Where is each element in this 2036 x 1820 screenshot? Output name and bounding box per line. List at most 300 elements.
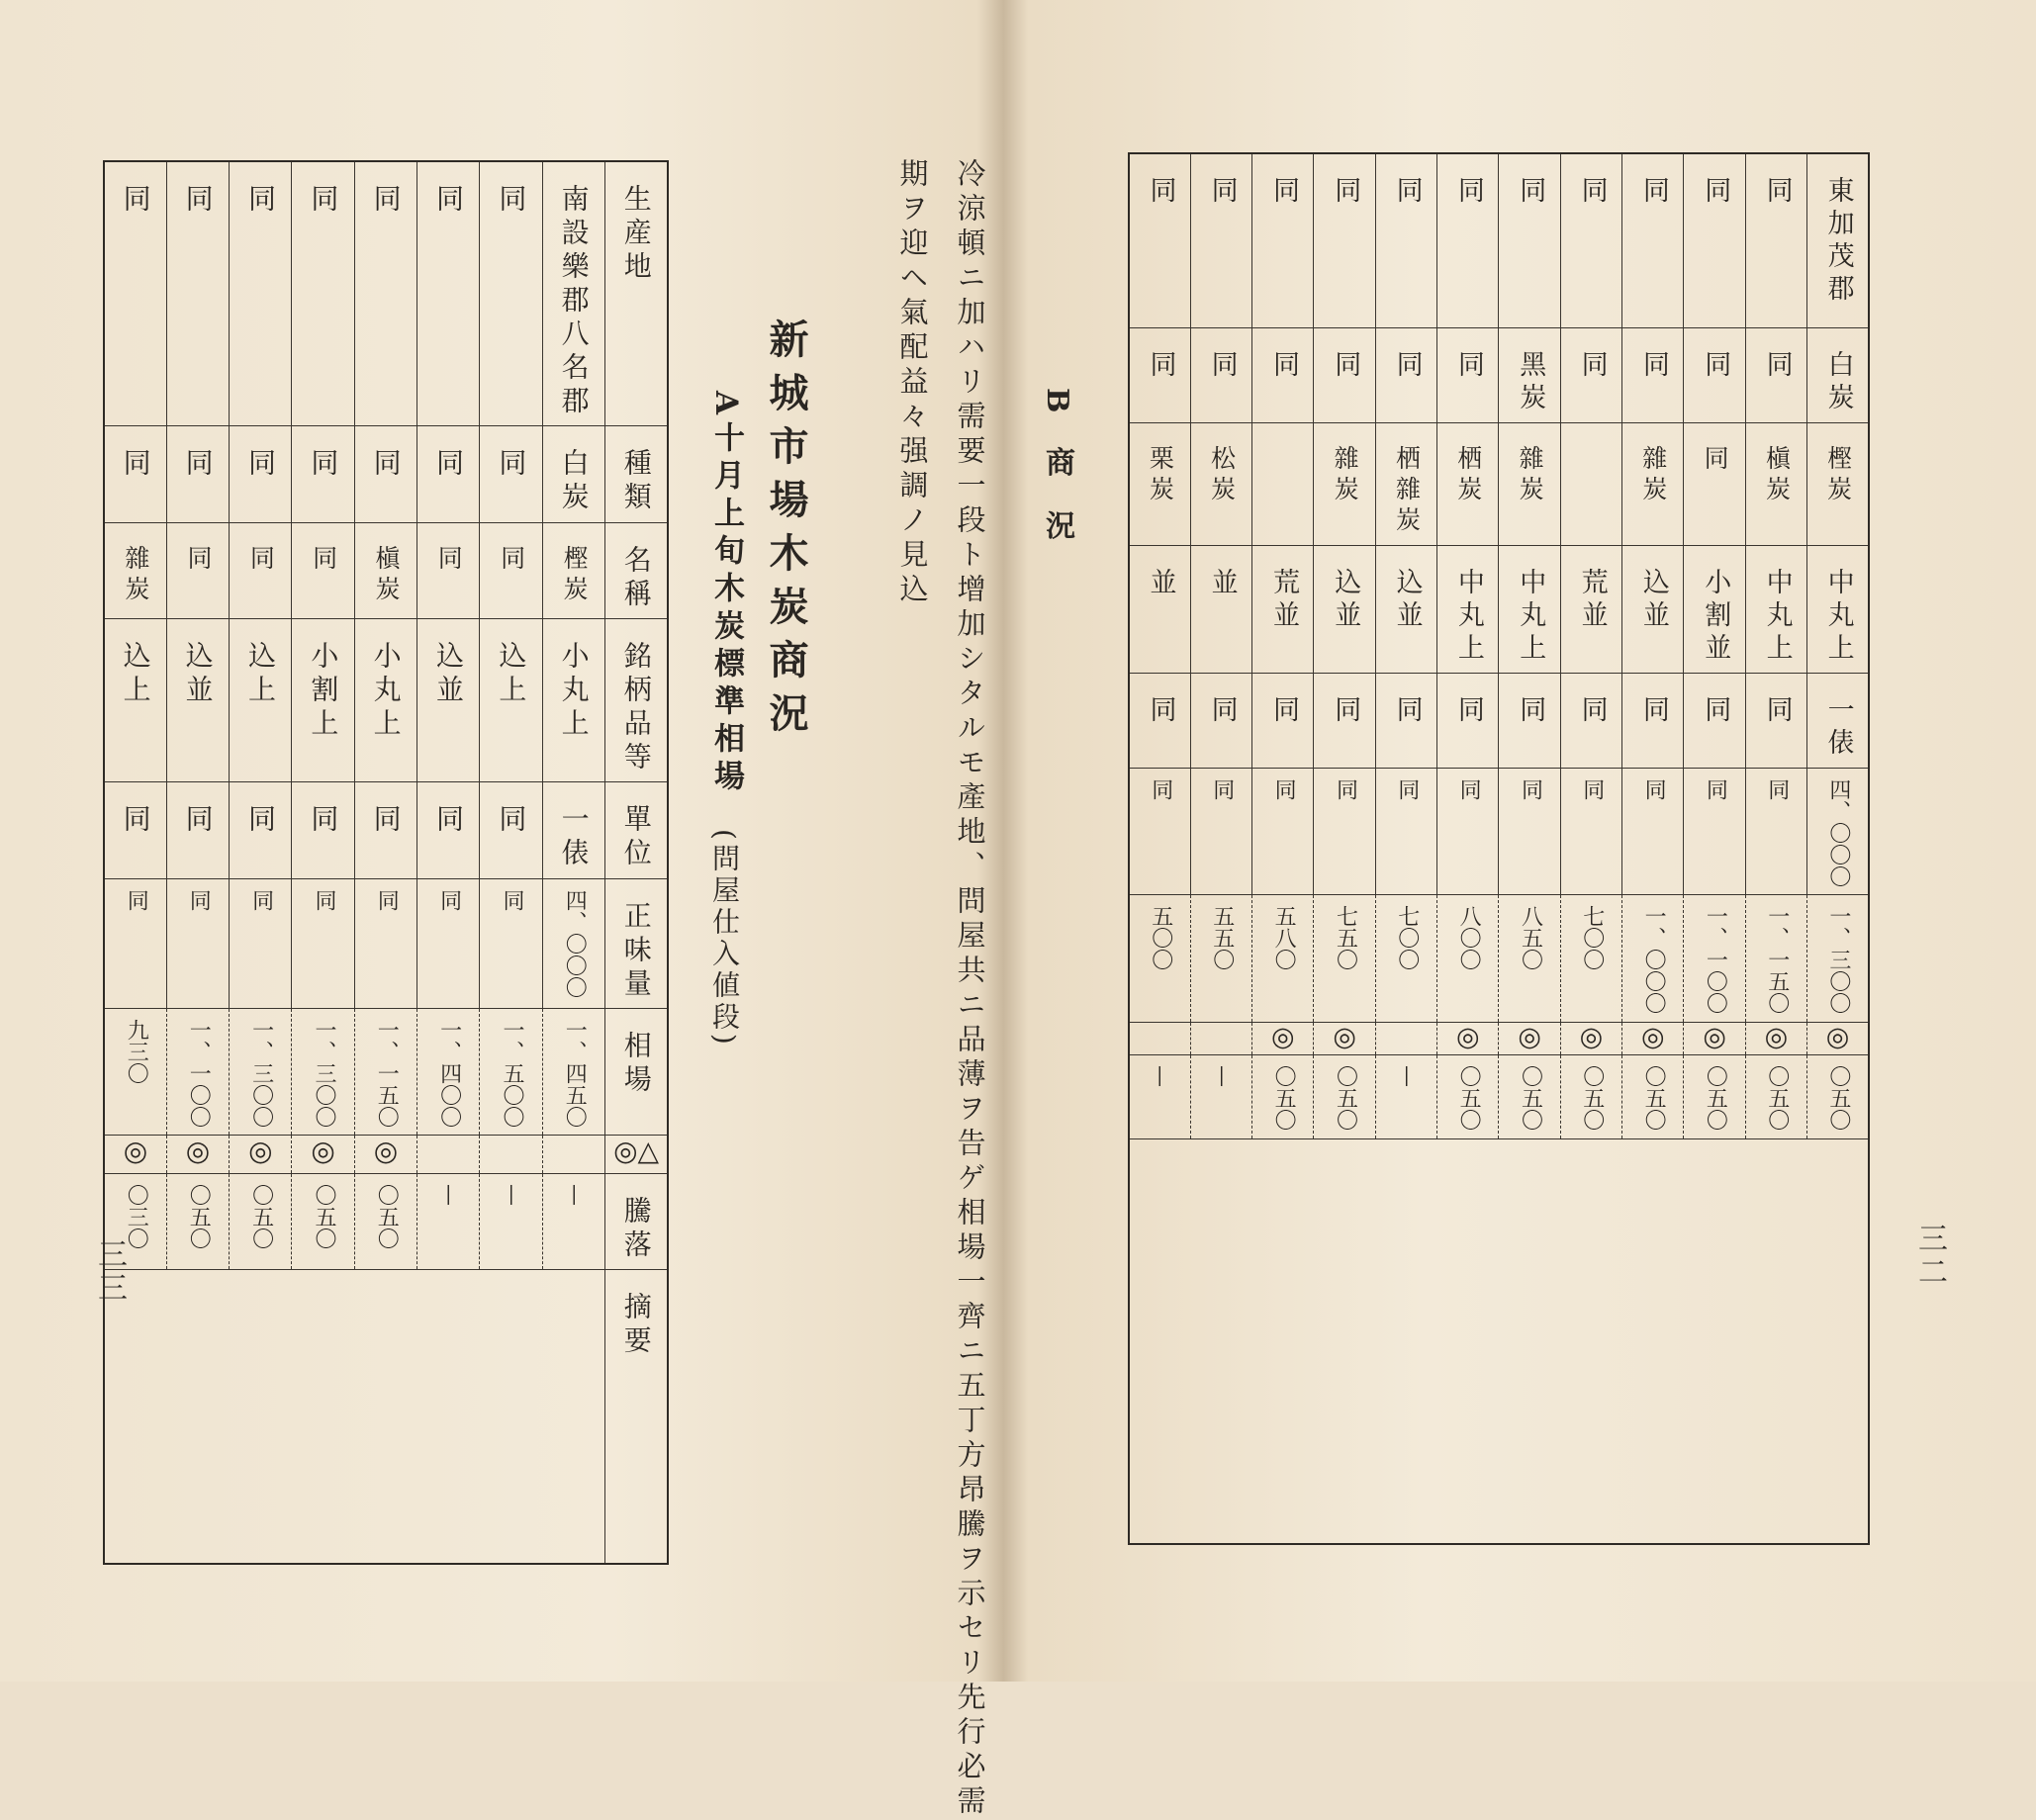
right-cell-name-text: 雜炭 [1638,445,1668,507]
left-cell-kind-text: 同 [431,448,465,483]
left-cell-name [104,522,166,618]
right-cell-change [1499,1055,1560,1138]
market-title: 新城市場木炭商況 [763,318,809,746]
right-cell-area [1622,153,1684,328]
left-cell-sym [417,1135,480,1173]
left-cell-kind [354,426,416,522]
right-cell-sym-text: ◎ [1579,1021,1604,1052]
right-cell-grade [1560,545,1621,673]
right-cell-weight-text: 同 [1394,778,1420,801]
right-cell-weight [1129,769,1190,895]
left-cell-name-text: 樫炭 [559,544,589,606]
left-field-row-sym [104,1135,668,1173]
left-header-kind [605,426,668,522]
left-cell-area-text: 同 [495,184,528,218]
right-cell-weight-text: 同 [1641,778,1667,801]
left-header-rise-fall [605,1173,668,1269]
right-cell-weight-text: 同 [1703,778,1728,801]
right-field-row-note [1129,1138,1869,1544]
left-cell-area [230,161,292,426]
left-cell-price-text: 九三〇 [124,1019,149,1085]
right-cell-grade-text: 中丸上 [1761,567,1793,666]
left-cell-area-text: 同 [244,184,277,218]
left-header-name-text: 名稱 [619,544,653,612]
left-cell-area-text: 同 [307,184,340,218]
left-cell-kind-text: 同 [119,448,152,483]
right-cell-weight-text: 同 [1333,778,1358,801]
right-cell-sym [1375,1022,1436,1055]
left-header-unit [605,782,668,878]
right-cell-change [1560,1055,1621,1138]
right-cell-area-text: 同 [1452,176,1484,209]
right-cell-unit-text: 同 [1206,694,1238,728]
left-cell-name [166,522,229,618]
left-cell-price-text: 一、四〇〇 [436,1019,462,1129]
right-cell-name [1560,423,1621,545]
right-cell-name [1745,423,1806,545]
left-cell-name-text: 同 [309,544,338,576]
left-cell-grade [542,619,604,782]
right-cell-price-text: 一、〇〇〇 [1641,905,1667,1015]
left-header-weight-text: 正味量 [619,900,653,1002]
right-cell-change-text: 〇五〇 [1456,1065,1482,1132]
left-header-weight [605,878,668,1008]
left-header-symbol [605,1135,668,1173]
right-cell-kind-text: 同 [1145,350,1176,384]
right-cell-note [1252,1138,1314,1544]
left-cell-price-text: 一、五〇〇 [499,1019,524,1129]
right-field-row-sym [1129,1022,1869,1055]
right-cell-grade-text: 小割並 [1700,567,1731,666]
standard-price-subtitle: A十月上旬木炭標準相場 [708,391,744,798]
left-cell-kind [417,426,480,522]
right-cell-unit-text: 同 [1761,694,1793,728]
left-cell-change-text: 〇五〇 [311,1183,336,1249]
right-cell-note [1499,1138,1560,1544]
left-cell-sym-text: ◎ [373,1134,399,1167]
right-cell-weight-text: 同 [1579,778,1605,801]
left-cell-unit [292,782,354,878]
right-cell-unit-text: 同 [1700,694,1731,728]
right-cell-grade [1499,545,1560,673]
left-cell-sym [480,1135,542,1173]
right-cell-area-text: 東加茂郡 [1822,176,1854,307]
left-cell-name-text: 同 [497,544,526,576]
left-cell-unit-text: 同 [495,804,528,839]
left-cell-grade [230,619,292,782]
left-field-row-name [104,522,668,618]
right-cell-change-text: 〇五〇 [1825,1065,1851,1132]
left-cell-grade-text: 小丸上 [557,641,591,743]
left-field-row-unit [104,782,668,878]
right-cell-weight-text: 四、〇〇〇 [1825,778,1851,888]
right-cell-grade [1375,545,1436,673]
left-cell-note [542,1270,604,1564]
right-cell-kind-text: 同 [1206,350,1238,384]
right-cell-price [1622,895,1684,1022]
right-cell-grade-text: 込並 [1330,567,1361,633]
left-cell-note [480,1270,542,1564]
right-cell-unit [1314,673,1375,768]
wholesale-price-note: (問屋仕入値段) [708,829,741,1048]
right-cell-name-text: 栗炭 [1146,445,1175,507]
right-cell-weight-text: 同 [1271,778,1297,801]
right-cell-area [1129,153,1190,328]
left-cell-unit [480,782,542,878]
right-cell-name-text: 雜炭 [1331,445,1360,507]
right-cell-sym-text: ◎ [1518,1021,1541,1052]
left-cell-kind-text: 同 [181,448,215,483]
left-cell-unit [104,782,166,878]
left-cell-kind-text: 同 [307,448,340,483]
left-cell-note [230,1270,292,1564]
right-cell-kind-text: 同 [1637,350,1669,384]
right-cell-note [1375,1138,1436,1544]
right-cell-unit [1622,673,1684,768]
left-cell-name [417,522,480,618]
right-cell-change-text: — [1209,1065,1235,1088]
right-cell-weight-text: 同 [1764,778,1790,801]
left-cell-kind [166,426,229,522]
right-cell-kind [1745,328,1806,423]
right-cell-price-text: 七〇〇 [1394,905,1420,971]
left-cell-change [417,1173,480,1269]
right-cell-kind-text: 同 [1576,350,1608,384]
left-header-price [605,1009,668,1135]
right-cell-unit [1129,673,1190,768]
left-cell-grade-text: 込並 [431,641,465,709]
left-cell-note [166,1270,229,1564]
right-cell-grade-text: 込並 [1637,567,1669,633]
left-cell-note [354,1270,416,1564]
left-cell-price [480,1009,542,1135]
left-cell-name-text: 同 [434,544,464,576]
left-cell-weight-text: 同 [499,888,524,911]
left-header-rise-fall-text: 騰落 [619,1195,653,1263]
right-cell-change-text: 〇五〇 [1518,1065,1543,1132]
left-cell-grade-text: 込上 [244,641,277,709]
left-cell-weight-text: 同 [311,888,336,911]
right-field-row-unit [1129,673,1869,768]
right-cell-note [1807,1138,1869,1544]
right-cell-area [1499,153,1560,328]
left-cell-change-text: — [436,1183,462,1206]
right-cell-note [1745,1138,1806,1544]
right-cell-name-text: 雜炭 [1516,445,1545,507]
right-cell-area [1190,153,1251,328]
left-cell-area [292,161,354,426]
right-cell-sym [1807,1022,1869,1055]
right-cell-change-text: 〇五〇 [1271,1065,1297,1132]
right-cell-kind-text: 同 [1761,350,1793,384]
left-cell-price-text: 一、三〇〇 [311,1019,336,1129]
left-cell-weight [230,878,292,1008]
right-cell-weight [1684,769,1745,895]
left-cell-name [480,522,542,618]
left-cell-change-text: — [562,1183,588,1206]
right-cell-name-text: 栖炭 [1453,445,1483,507]
right-cell-unit-text: 一俵 [1822,694,1854,761]
left-cell-price-text: 一、三〇〇 [248,1019,274,1129]
right-cell-price [1190,895,1251,1022]
left-cell-grade [480,619,542,782]
left-cell-kind-text: 同 [495,448,528,483]
right-cell-note [1190,1138,1251,1544]
right-cell-kind [1314,328,1375,423]
left-cell-sym [542,1135,604,1173]
right-cell-kind-text: 同 [1452,350,1484,384]
left-cell-name-text: 同 [183,544,213,576]
right-cell-weight [1499,769,1560,895]
right-cell-weight-text: 同 [1148,778,1173,801]
right-field-row-change [1129,1055,1869,1138]
left-cell-unit-text: 同 [369,804,403,839]
right-cell-weight-text: 同 [1456,778,1482,801]
right-cell-area-text: 同 [1637,176,1669,209]
right-cell-kind-text: 同 [1330,350,1361,384]
right-cell-note [1560,1138,1621,1544]
right-cell-grade-text: 並 [1145,567,1176,600]
right-cell-sym-text: ◎ [1825,1021,1850,1052]
left-cell-unit-text: 同 [244,804,277,839]
right-cell-weight-text: 同 [1518,778,1543,801]
right-cell-change-text: 〇五〇 [1579,1065,1605,1132]
right-cell-change [1437,1055,1499,1138]
right-cell-price [1499,895,1560,1022]
left-cell-grade-text: 込上 [495,641,528,709]
left-cell-unit [166,782,229,878]
right-cell-sym-text: ◎ [1456,1021,1480,1052]
right-cell-price [1807,895,1869,1022]
left-cell-area [417,161,480,426]
right-cell-unit-text: 同 [1637,694,1669,728]
right-field-row-price [1129,895,1869,1022]
left-cell-price [230,1009,292,1135]
right-cell-price-text: 一、一〇〇 [1703,905,1728,1015]
right-cell-grade-text: 中丸上 [1822,567,1854,666]
left-cell-kind [104,426,166,522]
right-cell-price [1252,895,1314,1022]
left-cell-unit [417,782,480,878]
left-cell-price-text: 一、一五〇 [374,1019,400,1129]
left-cell-unit-text: 一俵 [557,804,591,872]
right-cell-sym-text: ◎ [1764,1021,1789,1052]
right-cell-price-text: 五五〇 [1209,905,1235,971]
right-cell-price-text: 一、一五〇 [1764,905,1790,1015]
left-field-row-weight [104,878,668,1008]
right-cell-sym [1622,1022,1684,1055]
right-cell-sym-text: ◎ [1703,1021,1726,1052]
left-cell-name [542,522,604,618]
right-cell-area [1375,153,1436,328]
left-cell-kind [230,426,292,522]
right-cell-weight-text: 同 [1209,778,1235,801]
left-cell-unit [542,782,604,878]
right-cell-unit-text: 同 [1145,694,1176,728]
left-cell-weight-text: 同 [436,888,462,911]
right-cell-change [1375,1055,1436,1138]
right-cell-unit-text: 同 [1452,694,1484,728]
right-field-row-weight [1129,769,1869,895]
right-cell-kind [1252,328,1314,423]
left-cell-weight [104,878,166,1008]
left-cell-kind-text: 白炭 [557,448,591,516]
left-header-note-text: 摘要 [619,1292,653,1360]
right-cell-name [1437,423,1499,545]
right-cell-change [1622,1055,1684,1138]
right-cell-kind-text: 黑炭 [1515,350,1546,416]
left-cell-kind [542,426,604,522]
right-cell-weight [1190,769,1251,895]
left-cell-change [354,1173,416,1269]
left-cell-change-text: — [499,1183,524,1206]
right-cell-note [1129,1138,1190,1544]
left-field-row-grade [104,619,668,782]
right-cell-weight [1807,769,1869,895]
left-cell-grade-text: 小丸上 [369,641,403,743]
left-cell-weight-text: 四、〇〇〇 [562,888,588,998]
right-cell-area-text: 同 [1330,176,1361,209]
right-cell-kind [1499,328,1560,423]
right-cell-change [1190,1055,1251,1138]
left-cell-unit [354,782,416,878]
right-cell-grade-text: 荒並 [1576,567,1608,633]
right-cell-note [1684,1138,1745,1544]
right-cell-sym-text: ◎ [1333,1021,1356,1052]
right-cell-name [1499,423,1560,545]
left-cell-area [166,161,229,426]
right-cell-weight [1437,769,1499,895]
right-cell-kind [1190,328,1251,423]
left-cell-price [166,1009,229,1135]
left-cell-unit [230,782,292,878]
right-cell-change [1745,1055,1806,1138]
right-cell-unit [1807,673,1869,768]
right-cell-area-text: 同 [1267,176,1299,209]
right-cell-grade-text: 並 [1206,567,1238,600]
left-header-price-text: 相場 [619,1031,653,1099]
left-header-unit-text: 單位 [619,804,653,872]
right-cell-change-text: 〇五〇 [1764,1065,1790,1132]
left-cell-price [354,1009,416,1135]
left-cell-weight-text: 同 [124,888,149,911]
right-cell-change-text: — [1148,1065,1173,1088]
right-cell-weight [1252,769,1314,895]
right-cell-grade [1252,545,1314,673]
left-cell-price [292,1009,354,1135]
left-cell-area [354,161,416,426]
right-cell-note [1437,1138,1499,1544]
left-cell-kind-text: 同 [244,448,277,483]
left-cell-weight [354,878,416,1008]
right-cell-sym [1499,1022,1560,1055]
right-cell-change-text: 〇五〇 [1333,1065,1358,1132]
left-cell-grade-text: 小割上 [307,641,340,743]
right-cell-kind-text: 同 [1391,350,1423,384]
right-cell-name-text: 同 [1701,445,1730,477]
left-cell-kind [480,426,542,522]
left-cell-sym [354,1135,416,1173]
left-cell-area [104,161,166,426]
left-cell-name-text: 同 [246,544,276,576]
right-cell-grade-text: 中丸上 [1515,567,1546,666]
right-cell-price [1684,895,1745,1022]
right-cell-name [1375,423,1436,545]
right-cell-weight [1560,769,1621,895]
right-cell-area [1560,153,1621,328]
right-cell-price [1437,895,1499,1022]
right-cell-name [1684,423,1745,545]
right-cell-change [1129,1055,1190,1138]
left-cell-unit-text: 同 [181,804,215,839]
right-cell-price [1560,895,1621,1022]
right-cell-kind [1129,328,1190,423]
right-cell-unit-text: 同 [1330,694,1361,728]
left-cell-note [292,1270,354,1564]
left-cell-weight [417,878,480,1008]
left-cell-sym [166,1135,229,1173]
market-conditions-heading: B商況 [1040,388,1074,574]
left-cell-grade-text: 込並 [181,641,215,709]
left-cell-grade [292,619,354,782]
left-cell-price-text: 一、一〇〇 [186,1019,212,1129]
left-header-area [605,161,668,426]
left-cell-grade-text: 込上 [119,641,152,709]
left-header-grade-text: 銘柄品等 [619,641,653,776]
right-cell-price [1745,895,1806,1022]
right-cell-sym [1560,1022,1621,1055]
right-cell-sym [1314,1022,1375,1055]
right-cell-price-text: 八五〇 [1518,905,1543,971]
right-cell-name [1807,423,1869,545]
right-cell-kind [1807,328,1869,423]
right-cell-kind [1684,328,1745,423]
left-cell-weight [542,878,604,1008]
right-cell-area [1684,153,1745,328]
left-cell-name [354,522,416,618]
right-cell-grade-text: 込並 [1391,567,1423,633]
right-cell-grade [1622,545,1684,673]
right-cell-change [1314,1055,1375,1138]
left-cell-change-text: 〇三〇 [124,1183,149,1249]
right-cell-unit-text: 同 [1576,694,1608,728]
right-cell-unit [1745,673,1806,768]
right-cell-price-text: 五〇〇 [1148,905,1173,971]
right-cell-price [1129,895,1190,1022]
right-cell-grade [1684,545,1745,673]
right-cell-area-text: 同 [1576,176,1608,209]
right-field-row-grade [1129,545,1869,673]
left-cell-sym-text: ◎ [248,1134,273,1167]
right-cell-grade [1437,545,1499,673]
left-cell-weight-text: 同 [374,888,400,911]
right-cell-unit [1437,673,1499,768]
left-cell-area-text: 同 [431,184,465,218]
left-cell-note [104,1270,166,1564]
right-cell-sym [1190,1022,1251,1055]
right-page-number: 三二 [1912,1223,1947,1290]
left-header-grade [605,619,668,782]
left-header-area-text: 生産地 [619,184,653,285]
left-field-row-kind [104,426,668,522]
left-cell-area [480,161,542,426]
right-cell-area [1252,153,1314,328]
right-cell-grade [1314,545,1375,673]
right-field-row-kind [1129,328,1869,423]
right-cell-grade [1807,545,1869,673]
right-cell-kind-text: 同 [1267,350,1299,384]
left-page-number: 三三 [92,1238,127,1306]
